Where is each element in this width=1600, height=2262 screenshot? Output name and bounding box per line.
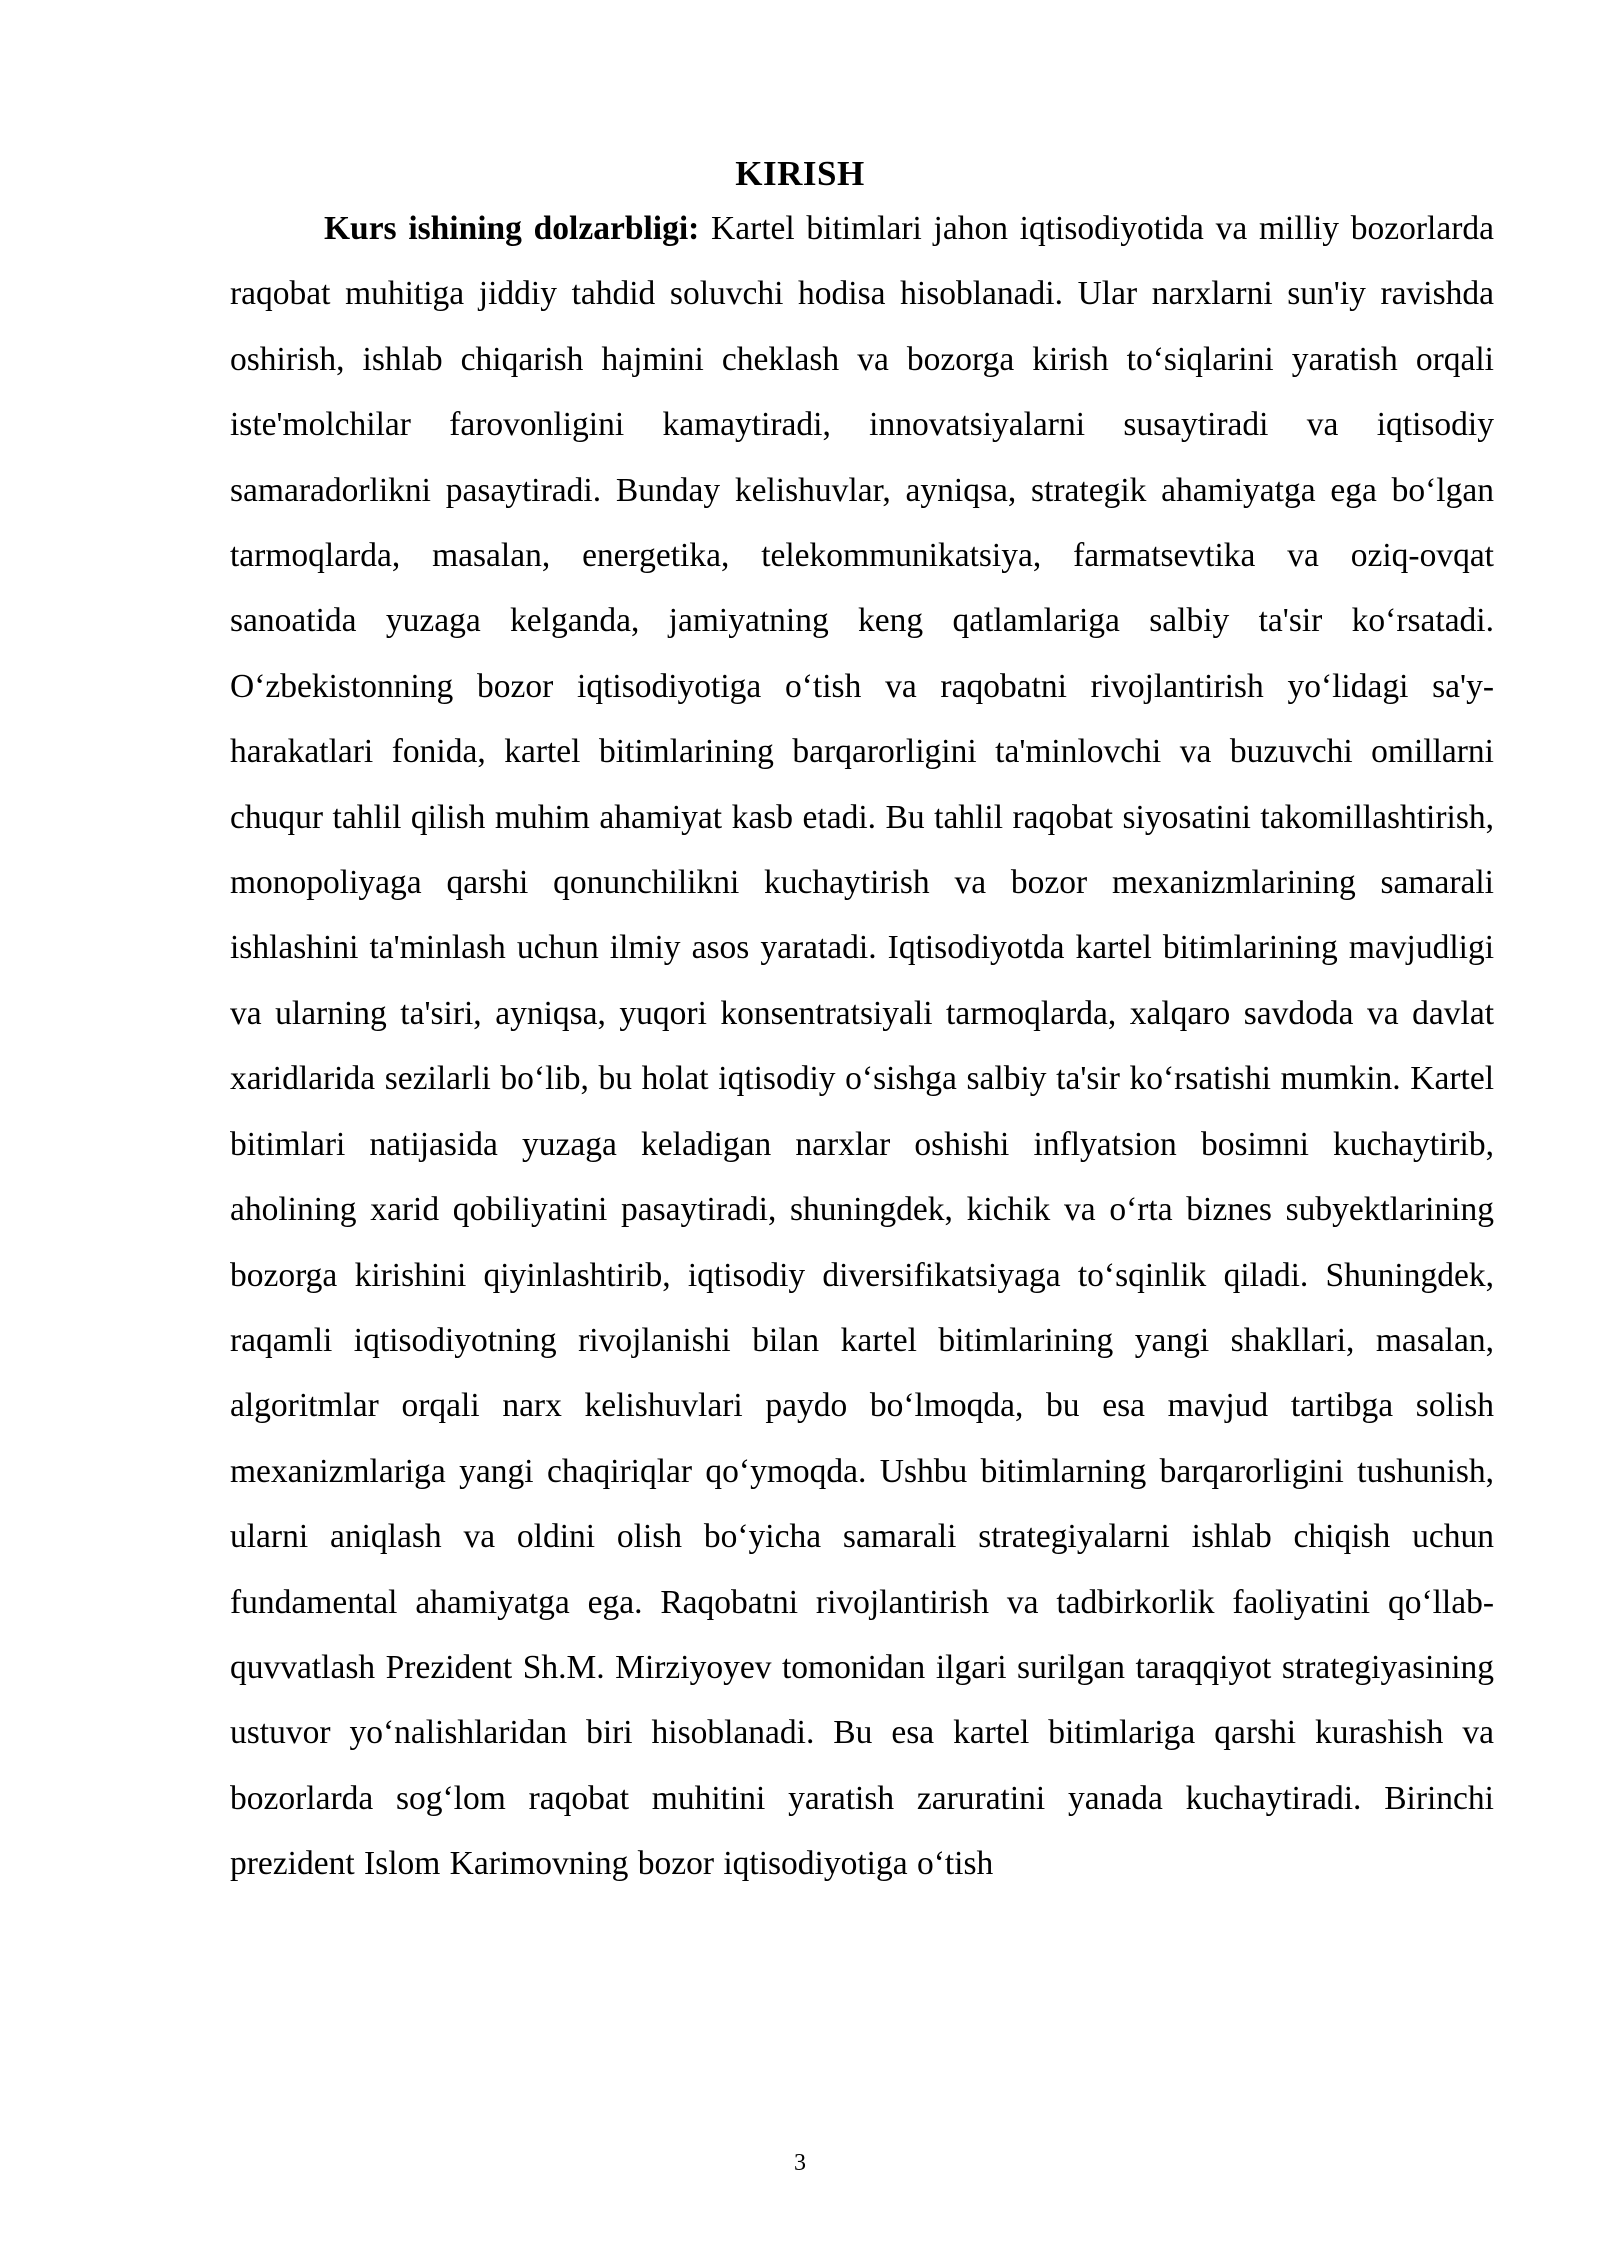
page-number: 3 [794, 2150, 806, 2176]
body-paragraph [230, 196, 1494, 1897]
paragraph-lead: Kurs ishining dolzarbligi: [324, 210, 700, 247]
section-heading: KIRISH [735, 154, 865, 193]
paragraph-text: Kartel bitimlari jahon iqtisodiyotida va milliy bozorlarda raqobat muhitiga jiddiy tahdid soluvchi hodisa hisoblanadi. Ular narxlarni sun'iy ravishda oshirish, ishlab chiqarish hajmini cheklash va bozorga kirish to‘siqlarini yaratish orqali iste'molchilar farovonligini kamaytiradi, innovatsiyalarni susaytiradi va iqtisodiy samaradorlikni pasaytiradi. Bunday kelishuvlar, ayniqsa, strategik ahamiyatga ega bo‘lgan tarmoqlarda, masalan, energetika, telekommunikatsiya, farmatsevtika va oziq-ovqat sanoatida yuzaga kelganda, jamiyatning keng qatlamlariga salbiy ta'sir ko‘rsatadi. O‘zbekistonning bozor iqtisodiyotiga o‘tish va raqobatni rivojlantirish yo‘lidagi sa'y-harakatlari fonida, kartel bitimlarining barqarorligini ta'minlovchi va buzuvchi omillarni chuqur tahlil qilish muhim ahamiyat kasb etadi. Bu tahlil raqobat siyosatini takomillashtirish, monopoliyaga qarshi qonunchilikni kuchaytirish va bozor mexanizmlarining samarali ishlashini ta'minlash uchun ilmiy asos yaratadi. Iqtisodiyotda kartel bitimlarining mavjudligi va ularning ta'siri, ayniqsa, yuqori konsentratsiyali tarmoqlarda, xalqaro savdoda va davlat xaridlarida sezilarli bo‘lib, bu holat iqtisodiy o‘sishga salbiy ta'sir ko‘rsatishi mumkin. Kartel bitimlari natijasida yuzaga keladigan narxlar oshishi inflyatsion bosimni kuchaytirib, aholining xarid qobiliyatini pasaytiradi, shuningdek, kichik va o‘rta biznes subyektlarining bozorga kirishini qiyinlashtirib, iqtisodiy diversifikatsiyaga to‘sqinlik qiladi. Shuningdek, raqamli iqtisodiyotning rivojlanishi bilan kartel bitimlarining yangi shakllari, masalan, algoritmlar orqali narx kelishuvlari paydo bo‘lmoqda, bu esa mavjud tartibga solish mexanizmlariga yangi chaqiriqlar qo‘ymoqda. Ushbu bitimlarning barqarorligini tushunish, ularni aniqlash va oldini olish bo‘yicha samarali strategiyalarni ishlab chiqish uchun fundamental ahamiyatga ega. Raqobatni rivojlantirish va tadbirkorlik faoliyatini qo‘llab-quvvatlash Prezident Sh.M. Mirziyoyev tomonidan ilgari surilgan taraqqiyot strategiyasining ustuvor yo‘nalishlaridan biri hisoblanadi. Bu esa kartel bitimlariga qarshi kurashish va bozorlarda sog‘lom raqobat muhitini yaratish zaruratini yanada kuchaytiradi. Birinchi prezident Islom Karimovning bozor iqtisodiyotiga o‘tish [230, 210, 1494, 1883]
